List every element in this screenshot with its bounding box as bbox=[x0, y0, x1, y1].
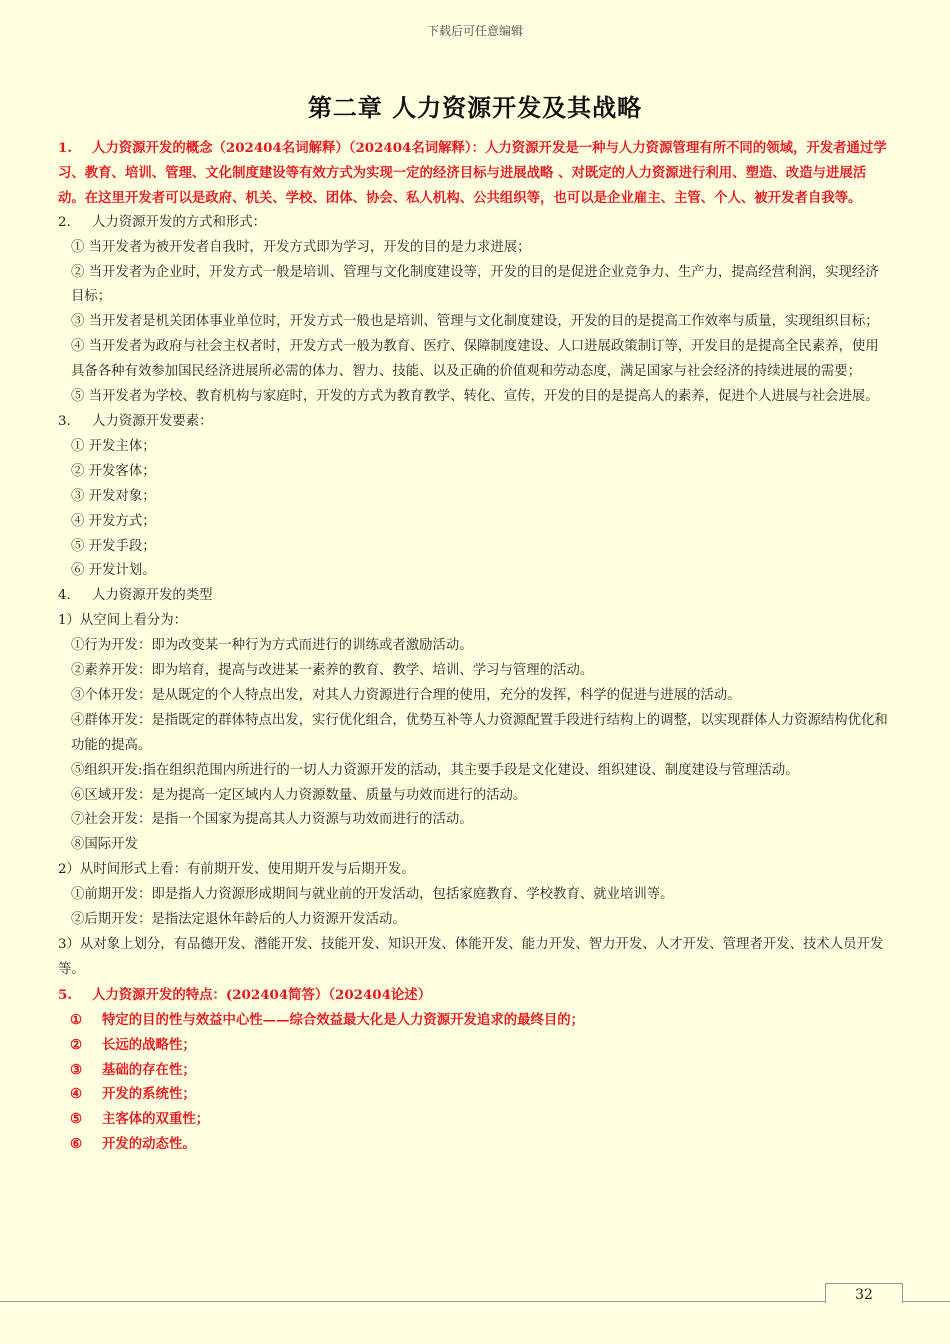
section-2-heading bbox=[58, 211, 892, 236]
section-5-heading-text: 人力资源开发的特点：(202404简答）（202404论述） bbox=[92, 986, 432, 1003]
list-item: ③个体开发：是从既定的个人特点出发，对其人力资源进行合理的使用，充分的发挥，科学的促进与进展的活动。 bbox=[71, 687, 741, 703]
list-marker: ③ bbox=[70, 1061, 83, 1078]
list-item bbox=[58, 1058, 892, 1083]
list-item: ⑧国际开发 bbox=[71, 837, 138, 853]
subsection-label: 2）从时间形式上看：有前期开发、使用期开发与后期开发。 bbox=[58, 862, 415, 878]
list-item: ①行为开发：即为改变某一种行为方式而进行的训练或者激励活动。 bbox=[71, 638, 473, 654]
list-item bbox=[58, 1082, 892, 1107]
section-4-heading bbox=[58, 584, 892, 609]
document-body bbox=[58, 136, 892, 1157]
list-item: ⑦社会开发：是指一个国家为提高其人力资源与功效而进行的活动。 bbox=[71, 812, 473, 828]
list-item: ② 当开发者为企业时，开发方式一般是培训、管理与文化制度建设等，开发的目的是促进企业竞争力、生产力，提高经营利润，实现经济目标； bbox=[71, 264, 879, 305]
list-marker: ⑥ bbox=[70, 1136, 83, 1153]
section-1 bbox=[58, 136, 892, 211]
section-2-heading-text: 人力资源开发的方式和形式： bbox=[92, 214, 267, 230]
section-1-text: 人力资源开发的概念（202404名词解释）（202404名词解释）：人力资源开发是一种与人力资源管理有所不同的领域，开发者通过学习、教育、培训、管理、文化制度建设等有效方式为实现一定的经济目标与进展战略 、对既定的人力资源进行利用、塑造、改造与进展活动。在这里开发者可以是政府、机关、学校、团体、协会、私人机构、公共组织等，也可以是企业雇主、主管、个人、被开发者自我等。 bbox=[58, 140, 887, 206]
list-item bbox=[58, 1132, 892, 1157]
section-5-heading bbox=[58, 983, 892, 1008]
list-item-text: 长远的战略性； bbox=[102, 1036, 196, 1053]
list-item: ⑥ 开发计划。 bbox=[71, 563, 156, 579]
list-item bbox=[58, 1107, 892, 1132]
section-5-number: 5. bbox=[58, 986, 72, 1003]
list-item: ① 当开发者为被开发者自我时，开发方式即为学习，开发的目的是力求进展； bbox=[71, 239, 531, 255]
section-3-heading bbox=[58, 410, 892, 435]
list-item: ③ 开发对象； bbox=[71, 488, 156, 504]
list-marker: ② bbox=[70, 1036, 83, 1053]
list-item: ⑤ 当开发者为学校、教育机构与家庭时，开发的方式为教育教学、转化、宣传，开发的目的是提高人的素养，促进个人进展与社会进展。 bbox=[71, 389, 879, 405]
list-item: ④ 当开发者为政府与社会主权者时，开发方式一般为教育、医疗、保障制度建设、人口进展政策制订等，开发目的是提高全民素养，使用具备各种有效参加国民经济进展所必需的体力、智力、技能、以及正确的价值观和劳动态度，满足国家与社会经济的持续进展的需要； bbox=[71, 339, 879, 380]
section-3-number: 3. bbox=[58, 413, 71, 429]
section-3-heading-text: 人力资源开发要素： bbox=[92, 413, 213, 429]
list-item: ① 开发主体； bbox=[71, 438, 156, 454]
list-marker: ⑤ bbox=[70, 1111, 83, 1128]
section-4-number: 4. bbox=[58, 588, 71, 604]
list-item bbox=[58, 1033, 892, 1058]
list-item: ⑤ 开发手段； bbox=[71, 538, 156, 554]
list-item-text: 开发的系统性； bbox=[102, 1086, 196, 1103]
list-marker: ① bbox=[70, 1011, 83, 1028]
subsection-label: 3）从对象上划分，有品德开发、潜能开发、技能开发、知识开发、体能开发、能力开发、智力开发、人才开发、管理者开发、技术人员开发等。 bbox=[58, 937, 884, 977]
list-marker: ④ bbox=[70, 1086, 83, 1103]
list-item: ②后期开发：是指法定退休年龄后的人力资源开发活动。 bbox=[71, 912, 406, 928]
list-item: ⑥区域开发：是为提高一定区域内人力资源数量、质量与功效而进行的活动。 bbox=[71, 787, 527, 803]
section-2-number: 2. bbox=[58, 214, 71, 230]
chapter-title: 第二章 人力资源开发及其战略 bbox=[307, 93, 643, 122]
list-item: ①前期开发：即是指人力资源形成期间与就业前的开发活动，包括家庭教育、学校教育、就业培训等。 bbox=[71, 887, 674, 903]
list-item: ③ 当开发者是机关团体事业单位时，开发方式一般也是培训、管理与文化制度建设，开发的目的是提高工作效率与质量，实现组织目标； bbox=[71, 314, 879, 330]
section-4-heading-text: 人力资源开发的类型 bbox=[92, 588, 213, 604]
list-item: ④ 开发方式； bbox=[71, 513, 156, 529]
list-item: ② 开发客体； bbox=[71, 463, 156, 479]
list-item-text: 主客体的双重性； bbox=[102, 1111, 210, 1128]
subsection-label: 1）从空间上看分为： bbox=[58, 613, 188, 629]
footer-divider bbox=[0, 1301, 950, 1302]
list-item bbox=[58, 1008, 892, 1033]
list-item-text: 特定的目的性与效益中心性——综合效益最大化是人力资源开发追求的最终目的； bbox=[102, 1011, 585, 1028]
list-item: ②素养开发：即为培育，提高与改进某一素养的教育、教学、培训、学习与管理的活动。 bbox=[71, 663, 594, 679]
list-item-text: 基础的存在性； bbox=[102, 1061, 196, 1078]
list-item-text: 开发的动态性。 bbox=[102, 1136, 196, 1153]
page-number: 32 bbox=[825, 1283, 903, 1303]
header-note: 下载后可任意编辑 bbox=[426, 24, 523, 38]
section-1-number: 1. bbox=[58, 140, 72, 156]
list-item: ⑤组织开发:指在组织范围内所进行的一切人力资源开发的活动，其主要手段是文化建设、组织建设、制度建设与管理活动。 bbox=[71, 762, 799, 778]
list-item: ④群体开发：是指既定的群体特点出发，实行优化组合，优势互补等人力资源配置手段进行结构上的调整，以实现群体人力资源结构优化和功能的提高。 bbox=[71, 712, 888, 753]
